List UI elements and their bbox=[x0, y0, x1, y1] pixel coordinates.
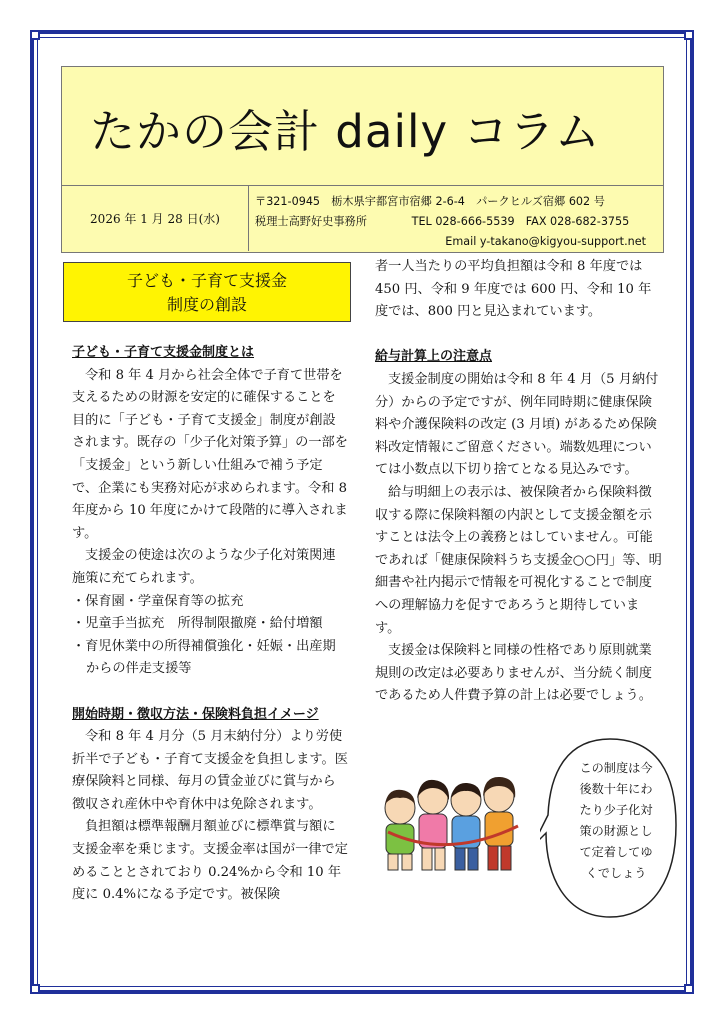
bullet-item-continued: からの伴走支援等 bbox=[86, 661, 192, 677]
speech-bubble-text bbox=[566, 758, 666, 884]
bubble-line: たり少子化対 bbox=[579, 803, 653, 817]
bubble-line: 策の財源とし bbox=[579, 824, 653, 838]
paragraph: 支援金は保険料と同様の性格であり原則就業規則の改定は必要ありませんが、当分続く制度であるため人件費予算の計上は必要でしょう。 bbox=[375, 643, 652, 704]
paragraph: 令和 8 年 4 月から社会全体で子育て世帯を支えるための財源を安定的に確保することを目的に「子ども・子育て支援金」制度が創設されます。既存の「少子化対策予算」の一部を「支援金」という新しい仕組みで補う予定で、企業にも実務対応が求められます。令和 8 年度から 10 年度にかけて段階的に導入されます。 bbox=[72, 367, 348, 541]
section-heading: 給与計算上の注意点 bbox=[375, 349, 493, 365]
section-heading: 開始時期・徴収方法・保険料負担イメージ bbox=[72, 706, 319, 722]
corner-ornament bbox=[30, 30, 40, 40]
paragraph: 給与明細上の表示は、被保険者から保険料徴収する際に保険料額の内訳として支援金額を示すことは法令上の義務とはしていません。可能であれば「健康保険料うち支援金○○円」等、明細書や社内掲示で情報を可視化することで制度への理解協力を促すであろうと期待しています。 bbox=[375, 484, 662, 636]
bullet-item: ・育児休業中の所得補償強化・妊娠・出産期 bbox=[72, 638, 336, 654]
paragraph: 負担額は標準報酬月額並びに標準賞与額に支援金率を乗じます。支援金率は国が一律で定めることとされており 0.24%から令和 10 年度に 0.4%になる予定です。被保険 bbox=[72, 819, 348, 903]
bullet-item: ・保育園・学童保育等の拡充 bbox=[72, 593, 244, 609]
corner-ornament bbox=[684, 30, 694, 40]
headline-line-1: 子ども・子育て支援金 bbox=[126, 271, 287, 290]
headline-box bbox=[63, 262, 351, 322]
headline-line-2: 制度の創設 bbox=[166, 295, 247, 314]
bubble-line: この制度は今 bbox=[579, 761, 653, 775]
bubble-line: くでしょう bbox=[585, 866, 647, 880]
corner-ornament bbox=[684, 984, 694, 994]
paragraph: 者一人当たりの平均負担額は令和 8 年度では 450 円、令和 9 年度では 600 円、令和 10 年度では、800 円と見込まれています。 bbox=[375, 259, 652, 320]
title-box bbox=[61, 66, 664, 186]
child-figure bbox=[385, 790, 415, 870]
child-figure bbox=[483, 777, 515, 870]
bubble-line: 後数十年にわ bbox=[579, 782, 653, 796]
office-info bbox=[255, 192, 660, 252]
page-title: たかの会計 daily コラム bbox=[90, 105, 601, 158]
child-figure bbox=[451, 783, 481, 870]
issue-date: 2026 年 1 月 28 日(水) bbox=[62, 186, 249, 251]
paragraph: 支援金制度の開始は令和 8 年 4 月（5 月納付分）からの予定ですが、例年同時期に健康保険料や介護保険料の改定 (3 月頃) があるため保険料改定情報にご留意ください。端数処理については小数点以下切り捨てとなる見込みです。 bbox=[375, 371, 659, 478]
paragraph: 令和 8 年 4 月分（5 月末納付分）より労使折半で子ども・子育て支援金を負担します。医療保険料と同様、毎月の賃金並びに賞与から徴収され産休中や育休中は免除されます。 bbox=[72, 729, 348, 812]
paragraph: 支援金の使途は次のような少子化対策関連施策に充てられます。 bbox=[72, 548, 336, 586]
email-line: Email y-takano@kigyou-support.net bbox=[445, 235, 646, 248]
info-box bbox=[61, 185, 664, 253]
office-line: 税理士高野好史事務所 TEL 028-666-5539 FAX 028-682-3755 bbox=[255, 215, 630, 228]
right-column bbox=[375, 256, 663, 708]
children-illustration bbox=[378, 770, 528, 880]
bubble-line: て定着してゆ bbox=[579, 845, 653, 859]
bullet-item: ・児童手当拡充 所得制限撤廃・給付増額 bbox=[72, 616, 323, 632]
corner-ornament bbox=[30, 984, 40, 994]
address-line: 〒321-0945 栃木県宇都宮市宿郷 2-6-4 パークヒルズ宿郷 602 号 bbox=[255, 195, 605, 208]
child-figure bbox=[417, 780, 449, 870]
left-column bbox=[72, 342, 348, 907]
section-heading: 子ども・子育て支援金制度とは bbox=[72, 345, 255, 360]
